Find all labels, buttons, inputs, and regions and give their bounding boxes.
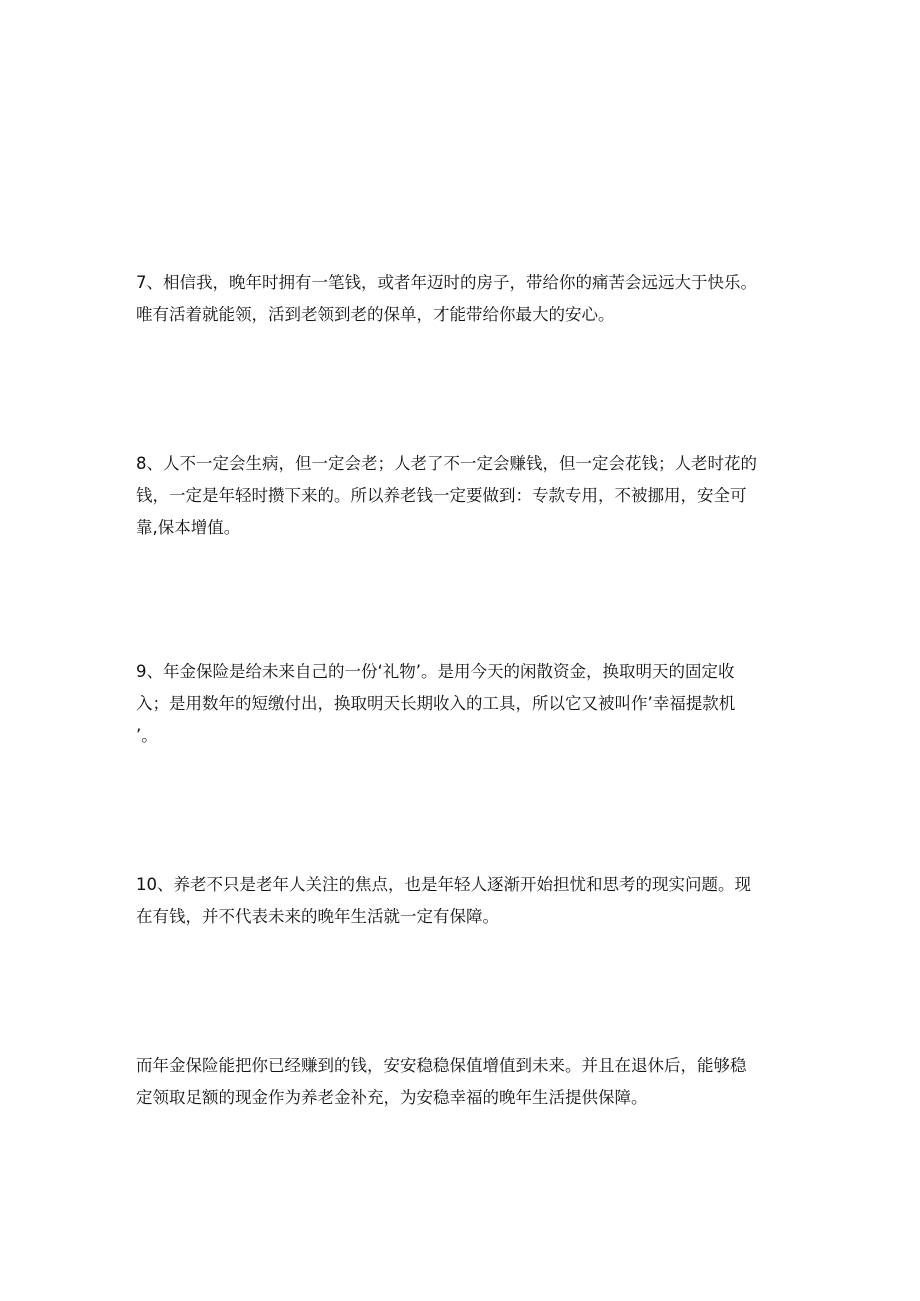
paragraph-7 <box>136 267 776 331</box>
text-line: 定领取足额的现金作为养老金补充，为安稳幸福的晚年生活提供保障。 <box>136 1088 648 1107</box>
text-line: ’。 <box>136 726 158 745</box>
text-line: 8、人不一定会生病，但一定会老；人老了不一定会赚钱，但一定会花钱；人老时花的 <box>136 454 757 473</box>
text-line: 10、养老不只是老年人关注的焦点，也是年轻人逐渐开始担忧和思考的现实问题。现 <box>136 875 751 894</box>
paragraph-9 <box>136 656 776 752</box>
text-line: 唯有活着就能领，活到老领到老的保单，才能带给你最大的安心。 <box>136 305 615 324</box>
text-line: 靠,保本增值。 <box>136 518 241 537</box>
text-line: 9、年金保险是给未来自己的一份‘礼物’。是用今天的闲散资金，换取明天的固定收 <box>136 662 735 681</box>
text-line: 在有钱，并不代表未来的晚年生活就一定有保障。 <box>136 907 499 926</box>
paragraph-8 <box>136 448 776 544</box>
paragraph-closing <box>136 1050 776 1114</box>
paragraph-10 <box>136 869 776 933</box>
text-line: 7、相信我，晚年时拥有一笔钱，或者年迈时的房子，带给你的痛苦会远远大于快乐。 <box>136 273 757 292</box>
text-line: 钱，一定是年轻时攒下来的。所以养老钱一定要做到：专款专用，不被挪用，安全可 <box>136 486 747 505</box>
text-line: 入；是用数年的短缴付出，换取明天长期收入的工具，所以它又被叫作’幸福提款机 <box>136 694 736 713</box>
text-line: 而年金保险能把你已经赚到的钱，安安稳稳保值增值到未来。并且在退休后，能够稳 <box>136 1056 747 1075</box>
